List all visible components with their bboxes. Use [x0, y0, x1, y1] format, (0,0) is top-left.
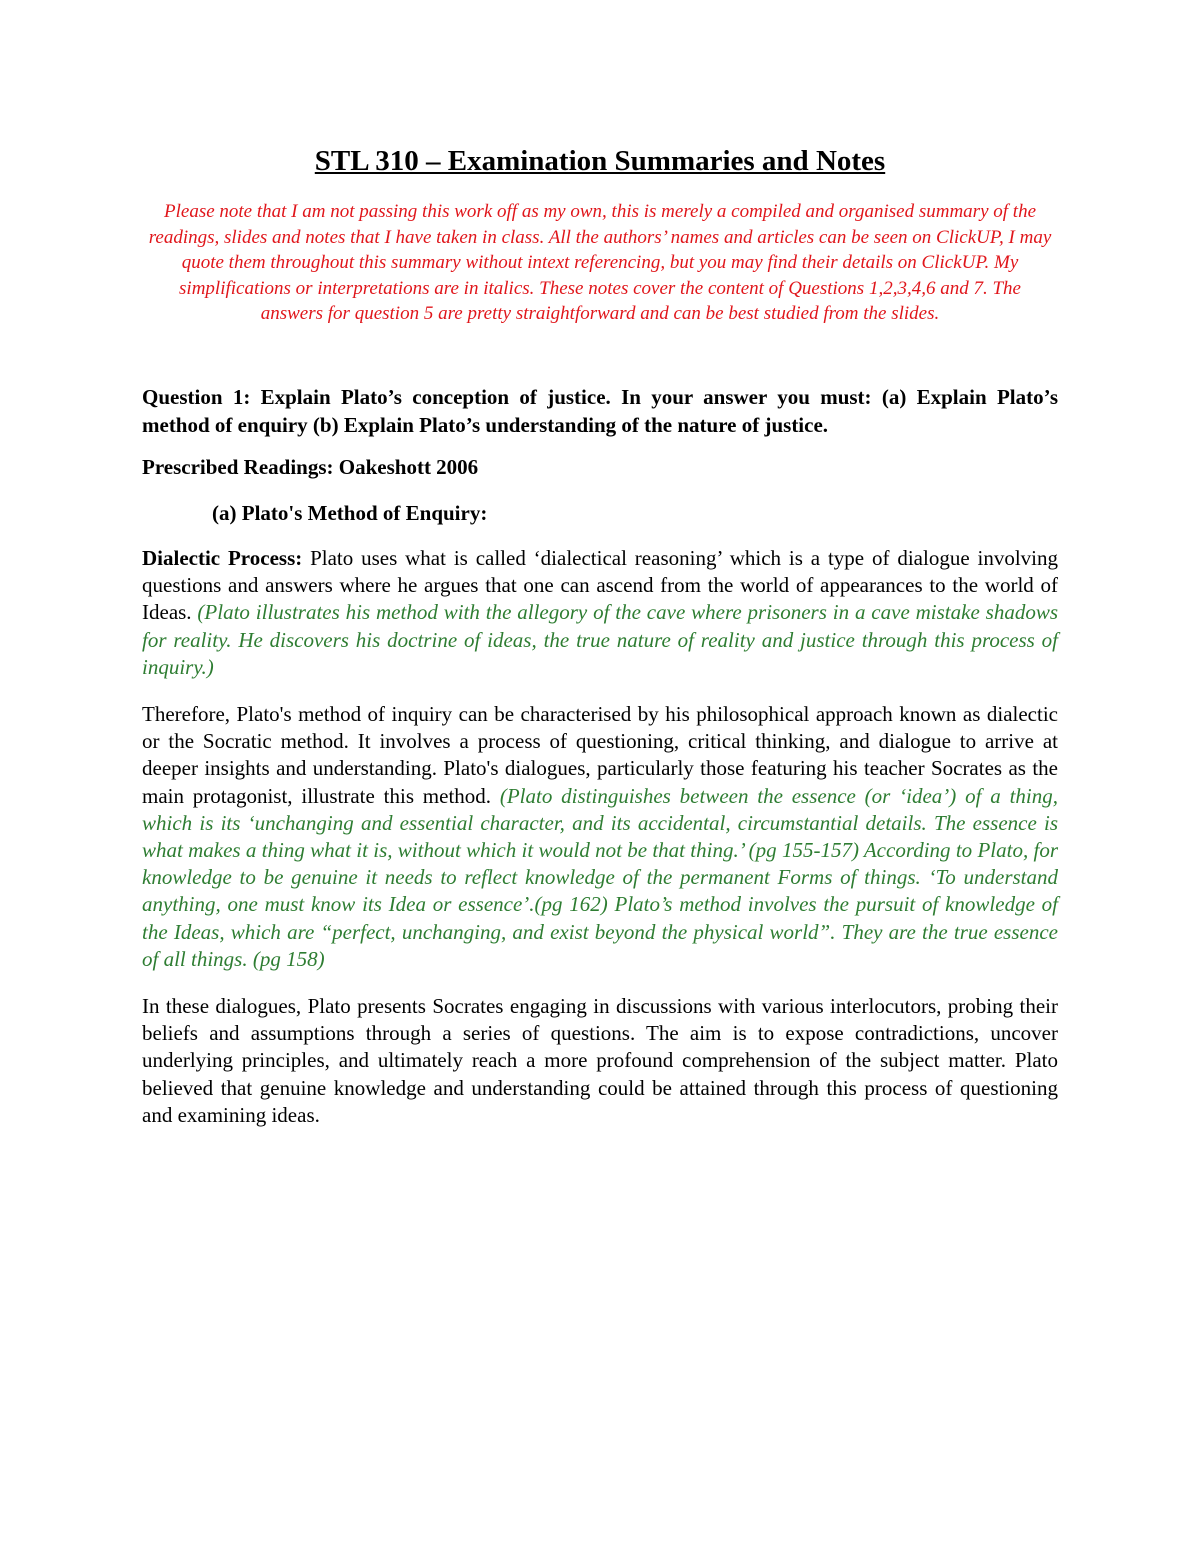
paragraph-text: Plato uses what is called ‘dialectical reasoning’ which is a type of dialogue involving questions and answers where he argues that one can ascend from the world of appearances to the world of Ideas.	[142, 545, 1059, 625]
prescribed-readings: Prescribed Readings: Oakeshott 2006	[142, 454, 479, 479]
interpretation-note: (Plato distinguishes between the essence (or ‘idea’) of a thing, which is its ‘unchanging and essential character, and its accidental, circumstantial details. The essence is what makes a thing what it is, without which it would not be that thing.’ (pg 155-157) According to Plato, for knowledge to be genuine it needs to reflect knowledge of the permanent Forms of things. ‘To understand anything, one must know its Idea or essence’.(pg 162) Plato’s method involves the pursuit of knowledge of the Ideas, which are “perfect, unchanging, and exist beyond the physical world”. They are the true essence of all things. (pg 158)	[142, 783, 1058, 971]
document-title: STL 310 – Examination Summaries and Notes	[314, 145, 886, 177]
question-1-heading: Question 1: Explain Plato’s conception of justice. In your answer you must: (a) Explain Plato’s method of enquiry (b) Explain Plato’s understanding of the nature of justice.	[142, 384, 1058, 437]
section-subheading: (a) Plato's Method of Enquiry:	[212, 500, 488, 525]
paragraph-dialogues: In these dialogues, Plato presents Socrates engaging in discussions with various interlocutors, probing their beliefs and assumptions through a series of questions. The aim is to expose contradictions, uncover underlying principles, and ultimately reach a more profound comprehension of the subject matter. Plato believed that genuine knowledge and understanding could be attained through this process of questioning and examining ideas.	[142, 994, 1058, 1127]
disclaimer-note: Please note that I am not passing this work off as my own, this is merely a compiled and organised summary of the readings, slides and notes that I have taken in class. All the authors’ names and articles can be seen on ClickUP, I may quote them throughout this summary without intext referencing, but you may find their details on ClickUP. My simplifications or interpretations are in italics. These notes cover the content of Questions 1,2,3,4,6 and 7. The answers for question 5 are pretty straightforward and can be best studied from the slides.	[148, 201, 1052, 325]
paragraph-dialectic-process	[142, 545, 1058, 681]
paragraph-text: Therefore, Plato's method of inquiry can be characterised by his philosophical approach known as dialectic or the Socratic method. It involves a process of questioning, critical thinking, and dialogue to arrive at deeper insights and understanding. Plato's dialogues, particularly those featuring his teacher Socrates as the main protagonist, illustrate this method.	[142, 701, 1058, 808]
paragraph-socratic-method	[142, 701, 1058, 973]
interpretation-note: (Plato illustrates his method with the allegory of the cave where prisoners in a cave mistake shadows for reality. He discovers his doctrine of ideas, the true nature of reality and justice through this process of inquiry.)	[142, 600, 1058, 679]
paragraph-lead: Dialectic Process:	[142, 545, 303, 570]
